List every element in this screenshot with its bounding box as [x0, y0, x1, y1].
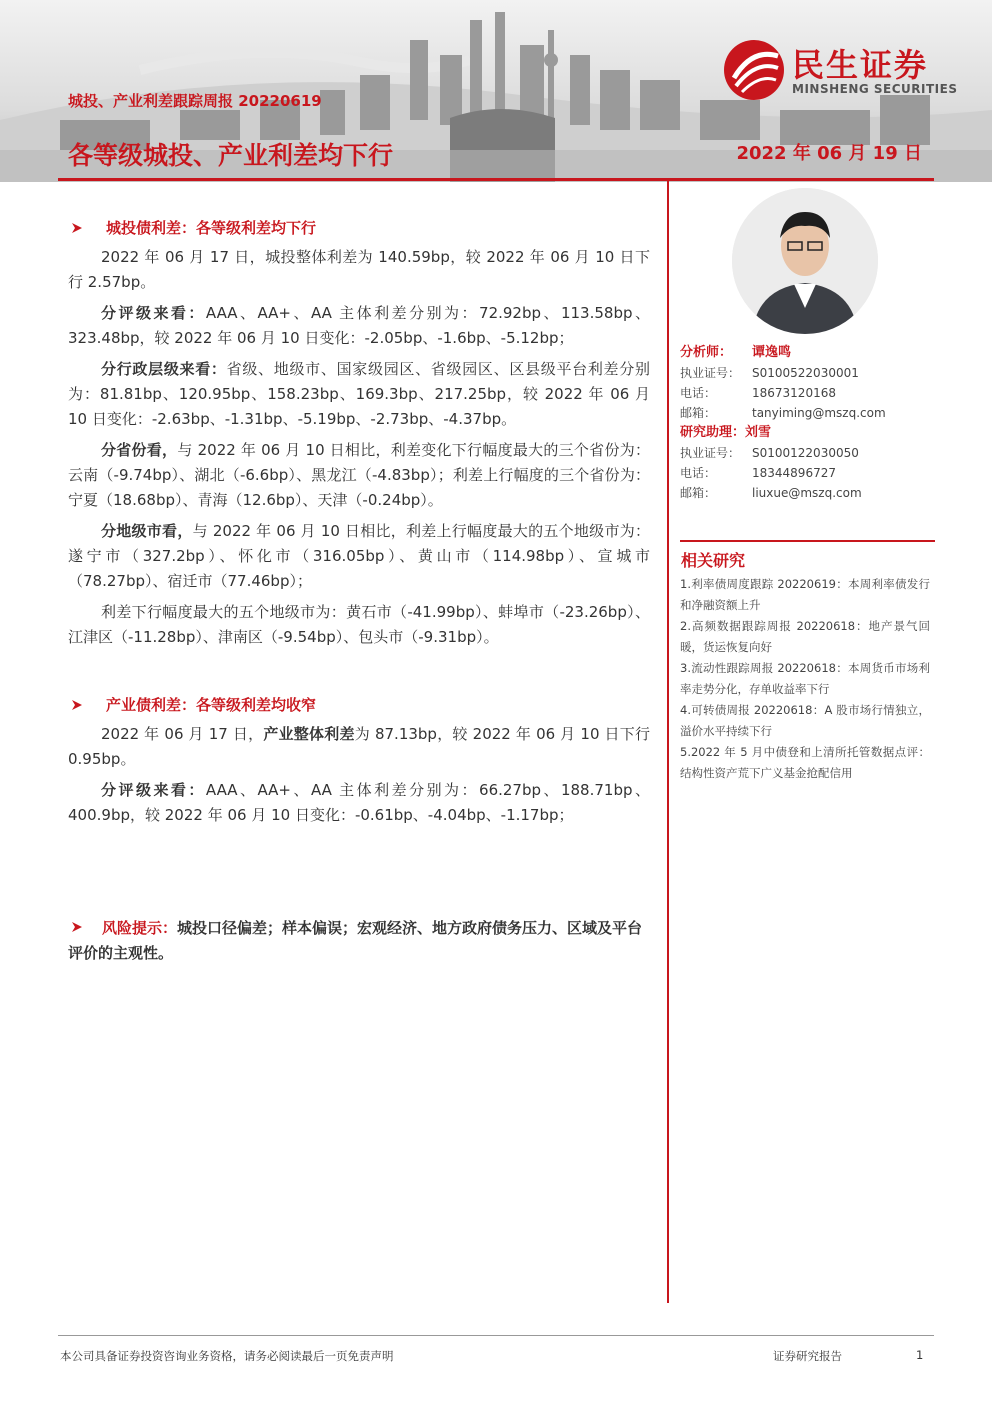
assistant-cert-row: 执业证号： S0100122030050: [680, 446, 859, 460]
report-main-title: 各等级城投、产业利差均下行: [68, 141, 394, 170]
analyst-name-row: 分析师： 谭逸鸣: [680, 345, 792, 360]
paragraph-overall-spread: 2022 年 06 月 17 日，城投整体利差为 140.59bp，较 2022 年 06 月 10 日下行 2.57bp。: [68, 248, 650, 291]
section-heading-chengtou: 城投债利差：各等级利差均下行: [68, 215, 650, 241]
report-series-title: 城投、产业利差跟踪周报 20220619: [68, 92, 322, 110]
paragraph-by-province: 分省份看，与 2022 年 06 月 10 日相比，利差变化下行幅度最大的三个省份为：云南（-9.74bp）、湖北（-6.6bp）、黑龙江（-4.83bp）；利差上行幅度的三个省份为：宁夏（18.68bp）、青海（12.6bp）、天津（-0.24bp）。: [68, 441, 650, 509]
header-banner: [0, 0, 992, 182]
related-research-item[interactable]: 2.高频数据跟踪周报 20220618：地产景气回暖，货运恢复向好: [680, 619, 930, 654]
arrow-bullet-icon: [70, 698, 84, 712]
header-divider: [58, 178, 934, 181]
section-heading-industry: 产业债利差：各等级利差均收窄: [68, 692, 650, 718]
analyst-phone-row: 电话： 18673120168: [680, 386, 836, 400]
footer-disclaimer: 本公司具备证券投资咨询业务资格，请务必阅读最后一页免责声明: [60, 1349, 394, 1363]
related-research-item[interactable]: 3.流动性跟踪周报 20220618：本周货币市场利率走势分化，存单收益率下行: [680, 661, 930, 696]
arrow-bullet-icon: [70, 221, 84, 235]
report-date: 2022 年 06 月 19 日: [736, 143, 922, 164]
related-research-title: 相关研究: [681, 551, 746, 570]
related-research-item[interactable]: 4.可转债周报 20220618：A 股市场行情独立，溢价水平持续下行: [680, 703, 930, 738]
paragraph-by-rating: 分评级来看：AAA、AA+、AA 主体利差分别为：72.92bp、113.58bp、323.48bp，较 2022 年 06 月 10 日变化：-2.05bp、-1.6bp、-5.12bp；: [68, 304, 650, 347]
assistant-email-row: 邮箱： liuxue@mszq.com: [680, 483, 935, 503]
paragraph-by-admin-level: 分行政层级来看：省级、地级市、国家级园区、省级园区、区县级平台利差分别为：81.81bp、120.95bp、158.23bp、169.3bp、217.25bp，较 2022 年 06 月 10 日变化：-2.63bp、-1.31bp、-5.19bp、-2.73bp、-4.37bp。: [68, 360, 650, 428]
company-logo: [722, 38, 967, 106]
analyst-cert-row: 执业证号： S0100522030001: [680, 366, 859, 380]
related-research-item[interactable]: 1.利率债周度跟踪 20220619：本周利率债发行和净融资额上升: [680, 577, 930, 612]
analyst-email[interactable]: tanyiming@mszq.com: [752, 406, 886, 420]
paragraph-industry-overall: 2022 年 06 月 17 日，产业整体利差为 87.13bp，较 2022 年 06 月 10 日下行 0.95bp。: [68, 725, 650, 768]
assistant-name-row: 研究助理： 刘雪: [680, 425, 772, 440]
related-research-divider: [680, 540, 935, 542]
assistant-email[interactable]: liuxue@mszq.com: [752, 486, 862, 500]
column-divider: [667, 181, 669, 1303]
related-research-item[interactable]: 5.2022 年 5 月中债登和上清所托管数据点评：结构性资产荒下广义基金抢配信用: [680, 745, 930, 780]
minsheng-logo-icon: [722, 38, 786, 102]
risk-warning: 风险提示：城投口径偏差；样本偏误；宏观经济、地方政府债务压力、区域及平台评价的主观性。: [68, 919, 643, 962]
arrow-bullet-icon: [70, 920, 84, 934]
related-research-list: [680, 574, 930, 784]
analyst-photo: [732, 188, 878, 334]
paragraph-by-city-down: 利差下行幅度最大的五个地级市为：黄石市（-41.99bp）、蚌埠市（-23.26bp）、江津区（-11.28bp）、津南区（-9.54bp）、包头市（-9.31bp）。: [68, 603, 650, 646]
assistant-phone-row: 电话： 18344896727: [680, 466, 836, 480]
logo-chinese-name: 民生证券: [792, 46, 929, 84]
analyst-email-row: 邮箱： tanyiming@mszq.com: [680, 403, 935, 423]
logo-english-name: MINSHENG SECURITIES: [792, 82, 958, 96]
page-number: 1: [916, 1348, 924, 1362]
analyst-portrait-icon: [732, 188, 878, 334]
footer-report-type: 证券研究报告: [773, 1349, 842, 1363]
footer-divider: [58, 1335, 934, 1336]
analyst-info: [680, 343, 935, 503]
paragraph-by-city-up: 分地级市看，与 2022 年 06 月 10 日相比，利差上行幅度最大的五个地级市为：遂宁市（327.2bp）、怀化市（316.05bp）、黄山市（114.98bp）、宣城市（78.27bp）、宿迁市（77.46bp）；: [68, 522, 650, 590]
main-content: [68, 215, 650, 966]
paragraph-industry-by-rating: 分评级来看：AAA、AA+、AA 主体利差分别为：66.27bp、188.71bp、400.9bp，较 2022 年 06 月 10 日变化：-0.61bp、-4.04bp、-1.17bp；: [68, 781, 650, 824]
